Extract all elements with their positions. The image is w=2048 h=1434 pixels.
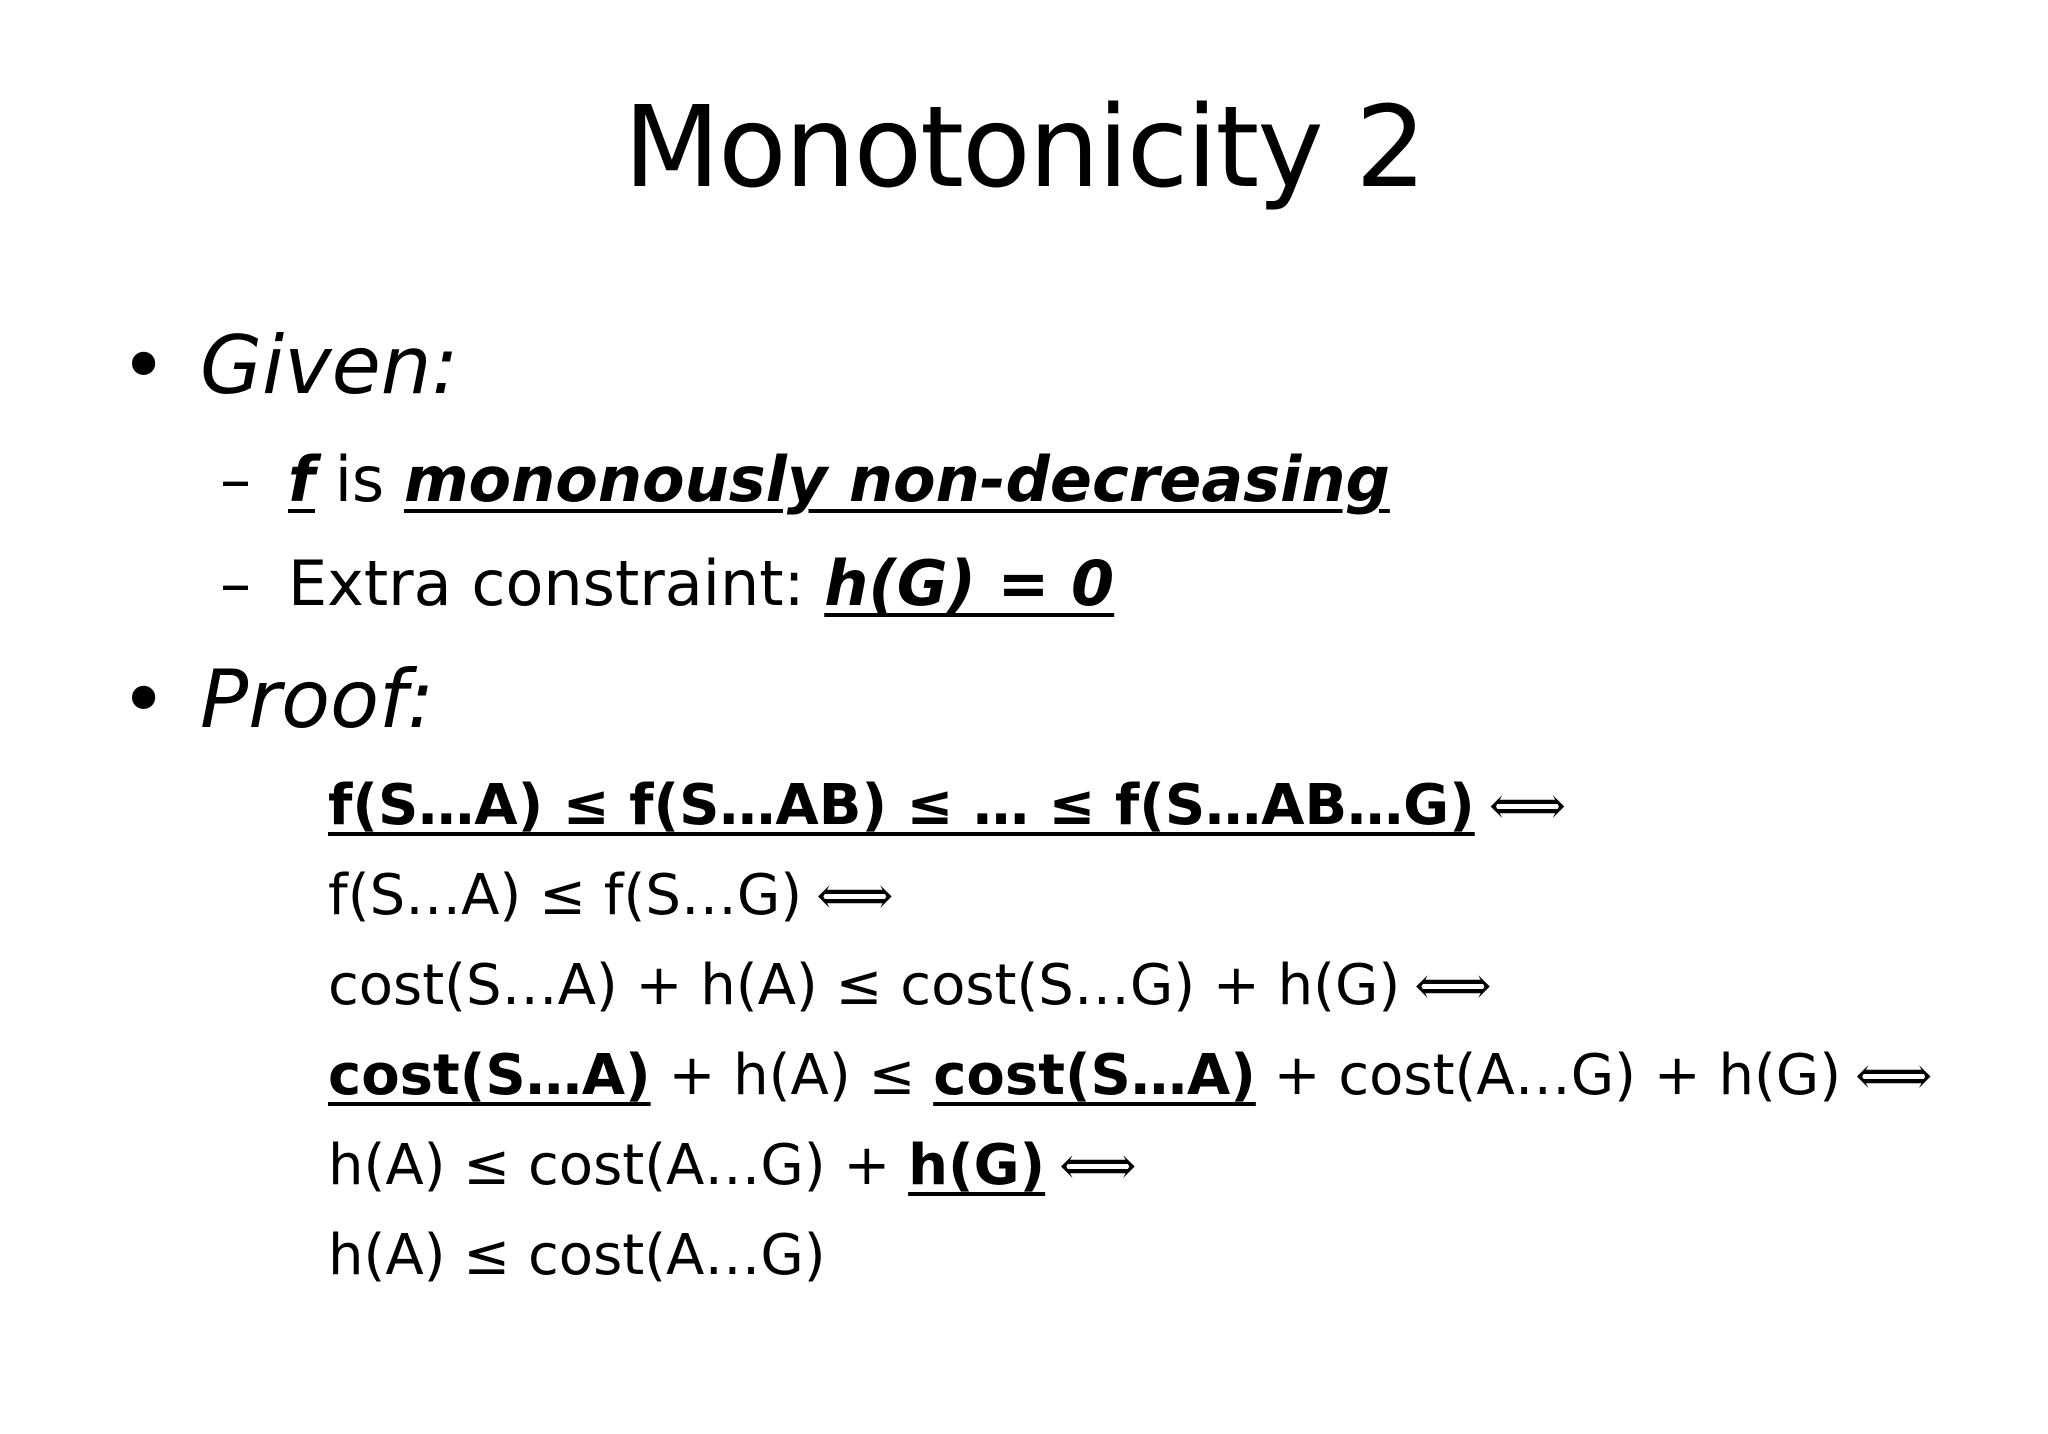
proof-line-2-expr: f(S…A) ≤ f(S…G) bbox=[328, 863, 803, 928]
proof-line-4 bbox=[328, 1036, 1932, 1116]
proof-line-6-expr: h(A) ≤ cost(A…G) bbox=[328, 1223, 826, 1288]
proof-line-5-term: h(G) bbox=[908, 1133, 1046, 1198]
proof-line-3-expr: cost(S…A) + h(A) ≤ cost(S…G) + h(G) bbox=[328, 953, 1401, 1018]
iff-icon: ⟺ bbox=[1855, 1044, 1933, 1107]
iff-icon: ⟺ bbox=[1059, 1134, 1137, 1197]
proof-line-1 bbox=[328, 766, 1566, 846]
proof-line-1-expr: f(S…A) ≤ f(S…AB) ≤ … ≤ f(S…AB…G) bbox=[328, 773, 1475, 838]
bullet-dot-icon: • bbox=[120, 319, 168, 412]
given-item-1 bbox=[220, 440, 1390, 520]
given-subject: f bbox=[288, 443, 315, 516]
dash-icon: – bbox=[220, 443, 251, 516]
iff-icon: ⟺ bbox=[1488, 774, 1567, 837]
given-property: mononously non-decreasing bbox=[403, 443, 1390, 516]
iff-icon: ⟺ bbox=[816, 864, 894, 927]
proof-line-4-mid: + h(A) ≤ bbox=[650, 1043, 934, 1108]
bullet-proof bbox=[120, 650, 434, 750]
given-item-2 bbox=[220, 544, 1114, 624]
bullet-dot-icon: • bbox=[120, 653, 168, 746]
constraint-value: h(G) = 0 bbox=[824, 547, 1115, 620]
given-connector: is bbox=[334, 443, 385, 516]
proof-line-6 bbox=[328, 1216, 826, 1296]
proof-line-4-rest: + cost(A…G) + h(G) bbox=[1255, 1043, 1842, 1108]
bullet-given bbox=[120, 316, 458, 416]
proof-line-4-term-b: cost(S…A) bbox=[933, 1043, 1256, 1108]
proof-label: Proof: bbox=[200, 653, 435, 746]
dash-icon: – bbox=[220, 547, 251, 620]
slide-title: Monotonicity 2 bbox=[623, 83, 1425, 213]
proof-line-4-term-a: cost(S…A) bbox=[328, 1043, 651, 1108]
proof-line-3 bbox=[328, 946, 1492, 1026]
constraint-prefix: Extra constraint: bbox=[288, 547, 805, 620]
proof-line-2 bbox=[328, 856, 894, 936]
given-label: Given: bbox=[200, 319, 459, 412]
proof-line-5-expr: h(A) ≤ cost(A…G) + bbox=[328, 1133, 909, 1198]
iff-icon: ⟺ bbox=[1414, 954, 1492, 1017]
proof-line-5 bbox=[328, 1126, 1137, 1206]
